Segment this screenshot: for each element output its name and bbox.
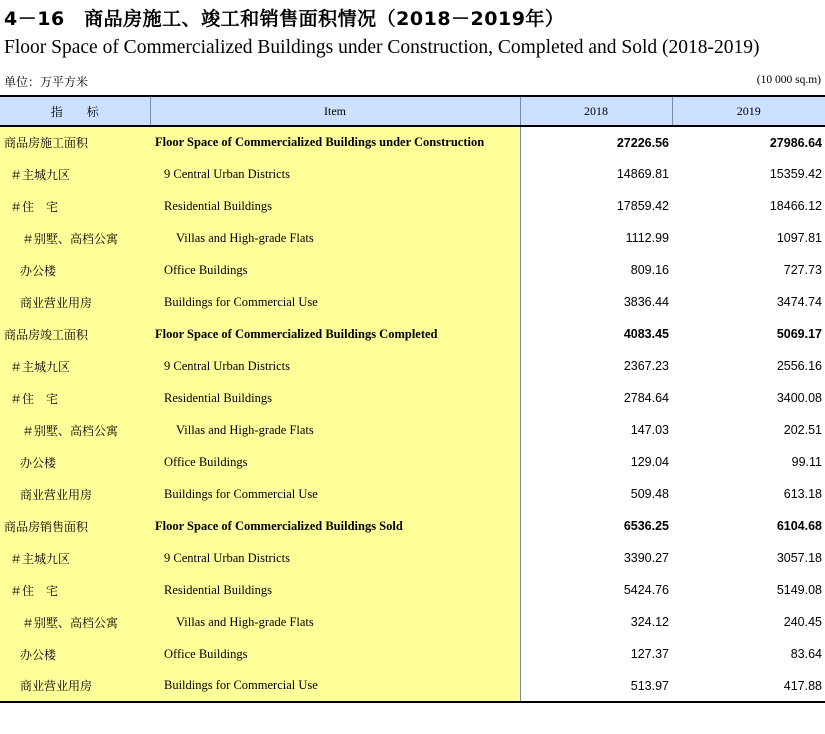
value-2018-cell: 3836.44 [623, 295, 669, 309]
value-2019-cell: 83.64 [790, 647, 822, 661]
indicator-cell-cn: 办公楼 [0, 254, 150, 286]
indicator-cell-cn: 办公楼 [0, 638, 150, 670]
value-2018-cell: 6536.25 [623, 519, 669, 533]
value-2018-cell: 1112.99 [625, 231, 669, 245]
item-cell-en: Residential Buildings [150, 190, 520, 222]
unit-label-cn: 单位：万平方米 [4, 75, 89, 89]
value-2018-cell: 27226.56 [616, 135, 669, 150]
value-2018-cell: 809.16 [630, 263, 669, 277]
table-row [0, 222, 825, 254]
indicator-cell-cn: ＃主城九区 [0, 542, 150, 574]
table-row [0, 254, 825, 286]
table-row [0, 638, 825, 670]
value-2019-cell: 613.18 [783, 487, 822, 501]
unit-label-en: (10 000 sq.m) [756, 74, 821, 86]
value-2019-cell: 18466.12 [769, 199, 822, 213]
value-2019-cell: 3474.74 [776, 295, 822, 309]
value-2018-cell: 5424.76 [623, 583, 669, 597]
item-cell-en: Floor Space of Commercialized Buildings Completed [150, 318, 520, 350]
item-cell-en: Residential Buildings [150, 382, 520, 414]
floor-space-table [0, 95, 825, 703]
indicator-cell-cn: 商业营业用房 [0, 478, 150, 510]
item-cell-en: Office Buildings [150, 446, 520, 478]
table-row [0, 542, 825, 574]
table-row [0, 606, 825, 638]
header-item: Item [150, 96, 520, 126]
value-2018-cell: 513.97 [520, 670, 672, 702]
table-body [0, 126, 825, 702]
table-row [0, 478, 825, 510]
table-row [0, 126, 825, 158]
item-cell-en: Office Buildings [150, 638, 520, 670]
indicator-cell-cn: ＃主城九区 [0, 350, 150, 382]
value-2019-cell: 3400.08 [776, 391, 822, 405]
item-cell-en: Villas and High-grade Flats [150, 414, 520, 446]
value-2019-cell: 727.73 [783, 263, 822, 277]
value-2019-cell: 240.45 [783, 615, 822, 629]
indicator-cell-cn: ＃别墅、高档公寓 [0, 414, 150, 446]
header-2019: 2019 [672, 96, 825, 126]
item-cell-en: Floor Space of Commercialized Buildings under Construction [150, 126, 520, 158]
indicator-cell-cn: ＃住 宅 [0, 382, 150, 414]
value-2019-cell: 99.11 [791, 455, 822, 469]
item-cell-en: Buildings for Commercial Use [150, 478, 520, 510]
table-row [0, 446, 825, 478]
indicator-cell-cn: 商业营业用房 [0, 286, 150, 318]
value-2018-cell: 14869.81 [616, 167, 669, 181]
value-2018-cell: 2367.23 [623, 359, 669, 373]
table-row [0, 670, 825, 702]
value-2019-cell: 27986.64 [769, 135, 822, 150]
page-title-en: Floor Space of Commercialized Buildings under Construction, Completed and Sold (2018-2019) [4, 37, 760, 58]
item-cell-en: 9 Central Urban Districts [150, 158, 520, 190]
item-cell-en: Villas and High-grade Flats [150, 606, 520, 638]
item-cell-en: Floor Space of Commercialized Buildings Sold [150, 510, 520, 542]
value-2019-cell: 5149.08 [776, 583, 822, 597]
value-2019-cell: 1097.81 [776, 231, 822, 245]
indicator-cell-cn: 商品房销售面积 [0, 510, 150, 542]
value-2018-cell: 147.03 [630, 423, 669, 437]
table-row [0, 318, 825, 350]
value-2019-cell: 3057.18 [776, 551, 822, 565]
table-row [0, 286, 825, 318]
value-2019-cell: 2556.16 [776, 359, 822, 373]
indicator-cell-cn: 办公楼 [0, 446, 150, 478]
table-row [0, 158, 825, 190]
indicator-cell-cn: ＃住 宅 [0, 190, 150, 222]
indicator-cell-cn: 商品房竣工面积 [0, 318, 150, 350]
indicator-cell-cn: ＃主城九区 [0, 158, 150, 190]
value-2019-cell: 6104.68 [776, 519, 822, 533]
item-cell-en: Residential Buildings [150, 574, 520, 606]
item-cell-en: 9 Central Urban Districts [150, 350, 520, 382]
value-2018-cell: 509.48 [630, 487, 669, 501]
item-cell-en: 9 Central Urban Districts [150, 542, 520, 574]
table-row [0, 574, 825, 606]
page-title-cn: 4－16 商品房施工、竣工和销售面积情况（2018－2019年） [4, 8, 565, 30]
value-2018-cell: 3390.27 [623, 551, 669, 565]
table-row [0, 190, 825, 222]
item-cell-en: Buildings for Commercial Use [150, 670, 520, 702]
value-2018-cell: 324.12 [630, 615, 669, 629]
table-header-row [0, 96, 825, 126]
header-2018: 2018 [520, 96, 672, 126]
table-row [0, 350, 825, 382]
header-indicator: 指 标 [0, 96, 150, 126]
indicator-cell-cn: ＃住 宅 [0, 574, 150, 606]
indicator-cell-cn: ＃别墅、高档公寓 [0, 222, 150, 254]
value-2019-cell: 15359.42 [769, 167, 822, 181]
table-row [0, 414, 825, 446]
item-cell-en: Buildings for Commercial Use [150, 286, 520, 318]
value-2018-cell: 17859.42 [616, 199, 669, 213]
value-2019-cell: 5069.17 [776, 327, 822, 341]
value-2018-cell: 4083.45 [623, 327, 669, 341]
item-cell-en: Villas and High-grade Flats [150, 222, 520, 254]
value-2018-cell: 127.37 [630, 647, 669, 661]
value-2018-cell: 129.04 [630, 455, 669, 469]
value-2018-cell: 2784.64 [623, 391, 669, 405]
item-cell-en: Office Buildings [150, 254, 520, 286]
table-row [0, 510, 825, 542]
table-row [0, 382, 825, 414]
value-2019-cell: 202.51 [783, 423, 822, 437]
value-2019-cell: 417.88 [672, 670, 825, 702]
indicator-cell-cn: 商业营业用房 [0, 670, 150, 702]
indicator-cell-cn: ＃别墅、高档公寓 [0, 606, 150, 638]
indicator-cell-cn: 商品房施工面积 [0, 126, 150, 158]
